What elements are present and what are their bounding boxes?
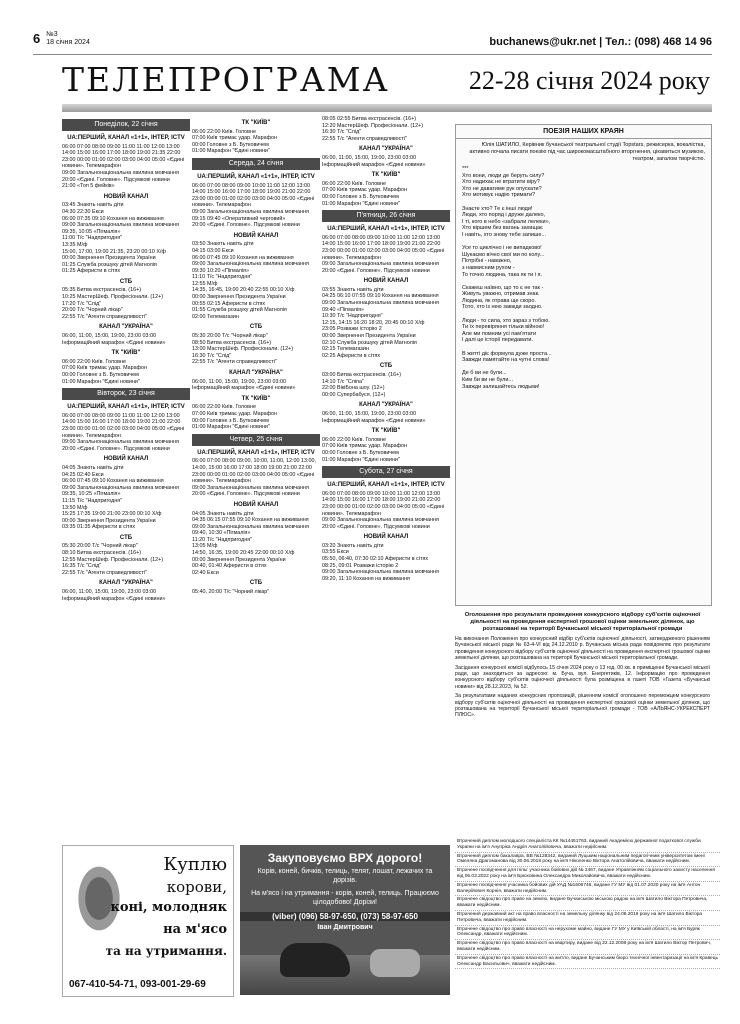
program-line: 00:00 Головне з Б. Бутковичем (322, 449, 399, 456)
channel-name: UA:ПЕРШИЙ, КАНАЛ «1+1», ІНТЕР, ICTV (197, 173, 315, 180)
date-range: 22-28 січня 2024 року (468, 66, 710, 95)
tv-program (62, 116, 450, 836)
program-line: 12:55 М/ф (192, 280, 218, 287)
poetry-header: ПОЕЗІЯ НАШИХ КРАЯН (456, 125, 711, 139)
program-line: 12:20 МастерШеф. Професіонали. (12+) (322, 122, 424, 129)
ad2-line: Корів, коней, бичків, телиць, телят, лошат, лежачих та дорізів. (257, 868, 433, 884)
lost-document-notice: Втрачений диплом бакалавра, ВВ №128342, виданий Луцьким національним педагогічним університетом імені Омеляна Драгоманова від 30.06.2018 року на ім'я Ніколенко Віктора Анатолійовича, вважати недійсним. (455, 853, 720, 868)
ad1-line: та на утримання. (105, 944, 227, 958)
day-header: Субота, 27 січня (322, 466, 450, 478)
channel-name: UA:ПЕРШИЙ, КАНАЛ «1+1», ІНТЕР, ICTV (327, 482, 445, 489)
poem-line (456, 344, 711, 351)
program-line: 07:00 Київ тримає удар. Марафон (62, 365, 148, 372)
program-column-3 (322, 116, 450, 836)
program-line: 14:10 Т/с "Сліпа" (322, 378, 364, 385)
poem-line: Шукаємо вічно свої ми по колу... (462, 251, 545, 258)
poem-line: І навіть, хто знову тебе запише... (462, 231, 546, 238)
program-line: 06:00 07:00 08:00 09:00 10:00 11:00 12:00 13:00 14:00 15:00 16:00 17:00 18:00 19:00 21:00 22:00 23:00 00:00 01:00 02:00 03:00 04:00 05:00 «Єдині новини». Телемарафон (322, 234, 445, 261)
livestock-ad-2 (240, 845, 450, 995)
poem-line: Хто надихає не втратити віру? (462, 179, 540, 186)
program-line: 00:55 02:15 Аферисти в сітях (192, 300, 266, 307)
program-line: 20:00 «Єдині. Головне». Підсумкові новини (62, 176, 170, 183)
program-line: 06:00 07:35 09:10 Кохання на виживання (62, 215, 164, 222)
lost-documents-list (455, 838, 720, 998)
day-header: Понеділок, 22 січня (62, 119, 190, 131)
program-line: 21:00 «Топ 5 фейків» (62, 183, 115, 190)
program-line: 04:05 Знають навіть діти (62, 464, 124, 471)
contacts: buchanews@ukr.net | Тел.: (098) 468 14 96 (489, 36, 712, 48)
program-line: 12:55 МастерШеф. Професіонали. (12+) (62, 556, 164, 563)
lost-document-notice: Втрачене посвідчення учасника бойових дій УАД №1606746, видане ГУ МУ від 01.07.2020 року на ім'я Антон Валерійович Корнія, вважати недійсним. (455, 882, 720, 897)
program-line: 22:55 Т/с "Агенти справедливості" (322, 135, 407, 142)
program-line: 09:00 Загальнонаціональна хвилина мовчання (62, 222, 179, 229)
program-line: 06:00 22:00 Київ. Головне (192, 404, 256, 411)
channel-name: КАНАЛ "УКРАЇНА" (359, 146, 413, 153)
poem-line (456, 199, 711, 206)
lost-document-notice: Втрачене свідоцтво про право на землю, видане Бучанською міською радою на ім'я Шатило Віктора Петровича, вважати недійсним. (455, 896, 720, 911)
program-line: 20:00 «Єдині. Головне». Підсумкові новини (322, 267, 430, 274)
program-line: 20:00 «Єдині. Головне». Підсумкові новини (62, 445, 170, 452)
program-line: 15:00, 17:00, 19:00 21:35, 23:20 00:10 Х/ф (62, 248, 166, 255)
program-line: 00:00 Головне з Б. Бутковичем (62, 372, 139, 378)
program-line: 03:20 Знають навіть діти (322, 542, 384, 549)
program-line: 04:05 Знають навіть діти (192, 510, 254, 517)
day-header: П'ятниця, 26 січня (322, 210, 450, 222)
program-line: 09:35, 10:05 «Пігмалія» (62, 228, 121, 235)
program-line: 08:05 02:55 Битва екстрасенсів. (16+) (322, 116, 417, 122)
program-line: 12:15, 14:15 16:20 18:20, 20:45 00:10 Х/ф (322, 319, 425, 326)
channel-name: СТБ (379, 363, 393, 370)
program-line: 09:00 Загальнонаціональна хвилина мовчання (62, 439, 179, 446)
ad1-line: Куплю (163, 854, 227, 875)
program-line: 07:00 Київ тримає удар. Марафон (192, 410, 278, 417)
program-line: 03:45 Знають навіть діти (62, 202, 124, 209)
ad1-line: корови, (166, 878, 227, 896)
program-line: 01:00 Марафон "Єдині новини" (62, 378, 140, 385)
program-line: 06:00, 11:00, 15:00, 19:00, 23:00 03:00 Інформаційний марафон «Єдині новини» (322, 410, 426, 424)
channel-name: НОВИЙ КАНАЛ (103, 456, 149, 463)
program-line: 09:00 Загальнонаціональна хвилина мовчання (192, 484, 309, 491)
program-line: 09:00 Загальнонаціональна хвилина мовчання (192, 261, 309, 268)
program-line: 06:00 07:00 08:00 09:00 11:00 11:00 12:00 13:00 14:00 15:00 16:00 17:00 18:00 19:00 21:00 22:00 23:00 00:00 01:00 02:00 03:00 04:00 05:00 «Єдині новини». Телемарафон (62, 412, 185, 439)
program-line: 09:30 10:20 «Пігмалія» (192, 267, 249, 274)
program-line: 09:00 Загальнонаціональна хвилина мовчання (322, 569, 439, 576)
program-line: 01:25 Аферисти в сітях (62, 268, 121, 275)
program-line: 22:55 Т/с "Агенти справедливості" (62, 569, 147, 576)
program-line: 06:00, 11:00, 15:00, 19:00, 23:00 03:00 Інформаційний марафон «Єдині новини» (62, 333, 166, 346)
channel-name: СТБ (119, 278, 133, 285)
poem-line: Хто вони, люди де беруть силу? (462, 172, 545, 179)
poem-line: Людина, як отрава ще скоро. (462, 297, 536, 304)
program-line: 14:35, 16:45, 19:00 20:40 22:55 00:10 Х/ф (192, 287, 295, 294)
lost-document-notice: Втрачене свідоцтво про право власності на житло, видане Бучанським бюро технічної інвентаризації на ім'я Кравець Олександр Васильович, вважати недійсним. (455, 955, 720, 970)
program-line: 22:55 Т/с "Агенти справедливості" (62, 313, 147, 320)
program-line: 04:35 06:15 07:55 09:10 Кохання на виживання (192, 517, 309, 524)
poem-line: Хто віршем без вагань захищає (462, 225, 543, 232)
program-line: 00:00 Звернення Президента України (192, 556, 286, 563)
program-line: 11:20 Т/с "Надпригодня" (192, 536, 253, 543)
program-line: 01:25 Служба розшуку дітей Магнолія (62, 261, 157, 268)
program-line: 06:00 22:00 Київ. Головне (322, 180, 386, 187)
poem-line: Завжди памятайте на чутні слова! (462, 357, 550, 364)
program-line: 00:00 Звернення Президента України (192, 294, 286, 301)
program-line: 11:00 Т/с "Надпригодня" (62, 235, 123, 242)
program-column-2 (192, 116, 320, 836)
program-line: 09:40, 10:30 «Пігмалія» (192, 530, 251, 537)
program-line: 03:50 Знають навіть діти (192, 241, 254, 248)
notice-paragraph: Засідання конкурсної комісії відбулось 15 січня 2024 року о 13 год. 00 хв. в приміщенні Бучанської міської ради, що знаходиться за адресою: м. Буча, вул. Енергетиків, 12. Інформацію про проведення конкурсного відбору суб'єктів оціночної діяльності була розміщена в газеті ТОВ «Газета «Бучанські новини» від 28.12.2023, № 52. (455, 664, 710, 690)
program-line: 09:15 09:40 «Оперативний черговий» (192, 215, 286, 222)
program-line: 04:30 22:30 Екси (62, 208, 104, 215)
channel-name: КАНАЛ "УКРАЇНА" (99, 324, 153, 331)
program-line: 01:00 Марафон "Єдині новини" (322, 456, 400, 463)
program-line: 10:30 Т/с "Надпригодня" (322, 313, 383, 320)
program-line: 15:25 17:35 19:00 21:00 23:00 00:10 Х/ф (62, 511, 162, 518)
poem-line (456, 364, 711, 371)
program-line: 16:30 Т/с "Слід" (192, 352, 232, 359)
program-line: 13:05 М/ф (192, 543, 218, 550)
channel-name: СТБ (249, 580, 263, 587)
lost-document-notice: Втрачений диплом молодшого спеціаліста КК №14451763, виданий Академією державної податкової служби України на ім'я Анупріка Андрія Анатолійовича, вважати недійсним. (455, 838, 720, 853)
program-line: 16:35 Т/с "Слід" (62, 563, 102, 570)
channel-name: КАНАЛ "УКРАЇНА" (99, 580, 153, 587)
program-line: 09:40 «Пігмалія» (322, 306, 364, 313)
program-line: 00:00 Звернення Президента України (62, 255, 156, 262)
program-line: 09:00 Загальнонаціональна хвилина мовчання (192, 208, 309, 215)
livestock-ad-1 (62, 845, 234, 997)
program-line: 09:35, 10:25 «Пігмалія» (62, 491, 121, 498)
poem-line: То точно людина, така як ти і я. (462, 271, 542, 278)
poem-line: Потрібні - наважно, (462, 258, 512, 265)
poem-line (456, 278, 711, 285)
channel-name: КАНАЛ "УКРАЇНА" (359, 402, 413, 409)
cow-image (370, 949, 420, 977)
ad1-line: на м'ясо (163, 922, 227, 937)
program-line: 06:00 22:00 Київ. Головне (62, 358, 126, 365)
program-line: 06:00 07:45 09:10 Кохання на виживання (192, 254, 294, 261)
program-line: 06:00 07:45 09:10 Кохання на виживання (62, 478, 164, 485)
program-line: 01:00 Марафон "Єдині новини" (192, 148, 270, 155)
program-line: 01:55 Служба розшуку дітей Магнолія (192, 307, 287, 314)
program-line: 06:00 07:00 08:00 09:00 10:00 11:00 12:00 13:00 14:00 15:00 16:00 17:00 18:00 19:00 21:00 22:00 23:00 00:00 01:00 02:00 03:00 04:00 05:00 «Єдині новини». Телемарафон (192, 182, 315, 209)
program-line: 09:20, 11:10 Кохання на виживання (322, 575, 410, 582)
poem-line: Люди - то сила, хто зараз з тобою. (462, 317, 550, 324)
program-line: 00:00 Головне з Б. Бутковичем (192, 417, 269, 424)
page-title: ТЕЛЕПРОГРАМА (62, 60, 390, 99)
issue-date: 18 січня 2024 (46, 39, 90, 46)
program-line: 09:00 Загальнонаціональна хвилина мовчання (322, 300, 439, 307)
program-line: 05:50, 06:40, 07:30 02:10 Аферисти в сітях (322, 556, 429, 563)
program-line: 00:00 Головне з Б. Бутковичем (192, 141, 269, 148)
program-line: 20:00 «Єдині. Головне». Підсумкові новини (192, 222, 300, 229)
channel-name: НОВИЙ КАНАЛ (233, 232, 279, 239)
program-line: 01:00 Марафон "Єдині новини" (322, 200, 400, 207)
channel-name: UA:ПЕРШИЙ, КАНАЛ «1+1», ІНТЕР, ICTV (327, 226, 445, 233)
ad1-phones: 067-410-54-71, 093-001-29-69 (69, 979, 206, 990)
ad1-line: коні, молодняк (110, 900, 227, 915)
ad2-phones: (viber) (096) 58-97-650, (073) 58-97-650 (240, 912, 450, 921)
poem-line: І ті, кого в небо «забрали лелеки», (462, 218, 551, 225)
program-line: 13:00 МастерШеф. Професіонали. (12+) (192, 346, 294, 353)
poem-line: Але ми помним усі пам'ятати (462, 330, 537, 337)
program-line: 13:50 М/ф (62, 504, 88, 511)
channel-name: НОВИЙ КАНАЛ (103, 193, 149, 200)
program-line: 09:00 Загальнонаціональна хвилина мовчання (192, 523, 309, 530)
lost-document-notice: Втрачене посвідчення для пільг учасника бойових дій № 2467, видане Управлінням соціального захисту населення від 06.03.2022 року на ім'я Брюховина Олександра Миколайовича, вважати недійсним. (455, 867, 720, 882)
lost-document-notice: Втрачене свідоцтво про право власності на нерухоме майно, видане ГУ МУ у Київській області, на ім'я Буряк Олександр, вважати недійсним. (455, 926, 720, 941)
channel-name: UA:ПЕРШИЙ, КАНАЛ «1+1», ІНТЕР, ICTV (67, 135, 185, 141)
poem-line: Хто мотивує надію тримати? (462, 192, 536, 199)
program-line: 06:00, 11:00, 15:00, 19:00, 23:00 03:00 Інформаційний марафон «Єдині новини» (192, 378, 296, 392)
program-line: 04:15 03:00 Екси (192, 247, 234, 254)
channel-name: UA:ПЕРШИЙ, КАНАЛ «1+1», ІНТЕР, ICTV (67, 404, 185, 411)
program-line: 07:00 Київ тримає удар. Марафон (322, 187, 408, 194)
program-line: 22:00 ВікіБона шоу. (12+) (322, 385, 385, 392)
program-line: 00:40, 01:40 Аферисти в сітях (192, 563, 267, 570)
poem-line: Знаєте хто? Те є інші люди! (462, 205, 533, 212)
notice-paragraph: За результатами наданих конкурсних пропозицій, рішенням комісії оголошено переможцем конкурсного відбору суб'єктів оціночної діяльності на проведення експертної грошової оцінки земельної ділянки, що розташована на території Бучанської міської територіальної громади - ТОВ «АЛЬЯНС-УКРЕКСПЕРТ ПЛЮС». (455, 693, 710, 719)
program-line: 03:55 Екси (322, 549, 349, 556)
channel-name: ТК "КИЇВ" (371, 172, 401, 179)
poem-line: Люди, хто поряд і друже далеко, (462, 212, 546, 219)
program-line: 07:00 Київ тримає удар. Марафон (192, 135, 278, 142)
program-line: 22:55 Т/с "Агенти справедливості" (192, 359, 277, 366)
program-line: 06:00 22:00 Київ. Головне (322, 436, 386, 443)
ad2-title: Закуповуємо ВРХ дорого! (267, 851, 423, 865)
channel-name: СТБ (119, 534, 133, 541)
notice-title: Оголошення про результати проведення конкурсного відбору суб'єктів оціночної діяльності на проведення експертної грошової оцінки земельних ділянок, що розташовані на території Бучанської міської територіальної громади (464, 612, 701, 632)
program-line: 03:55 Знають навіть діти (322, 286, 384, 293)
program-line: 09:00 Загальнонаціональна хвилина мовчання (322, 261, 439, 268)
page-number-block (33, 31, 90, 47)
page-number: 6 (33, 31, 41, 46)
channel-name: НОВИЙ КАНАЛ (363, 534, 409, 541)
program-line: 00:00 Головне з Б. Бутковичем (322, 193, 399, 200)
program-line: 13:35 М/ф (62, 241, 88, 248)
channel-name: КАНАЛ "УКРАЇНА" (229, 370, 283, 376)
program-line: 20:00 «Єдині. Головне». Підсумкові новини (192, 491, 300, 498)
program-line: 09:00 Загальнонаціональна хвилина мовчання (62, 169, 179, 176)
program-line: 11:10 Т/с "Надпригодня" (192, 274, 253, 281)
program-line: 05:30 20:00 Т/с "Чорний лікар" (62, 543, 138, 550)
program-line: 00:00 Звернення Президента України (62, 517, 156, 524)
channel-name: ТК "КИЇВ" (111, 350, 141, 357)
program-line: 14:50, 16:35, 19:00 20:45 22:00 00:10 Х/ф (192, 550, 295, 557)
poem-line: Скажеш наївно, що то є не так - (462, 284, 544, 291)
lost-document-notice: Втрачене свідоцтво про право власності на квартиру, видане від 22.12.2008 року на ім'я Шатило Віктор Петрович, вважати недійсним. (455, 940, 720, 955)
poem-line (456, 239, 711, 246)
program-line: 17:20 Т/с "Слід" (62, 300, 102, 307)
program-line: 06:00 07:00 08:00 09:00, 10:00, 11:00, 12:00 13:00, 14:00, 15:00 16:00 17:00 18:00 19:00 21:00 22:00 23:00 00:00 01:00 02:00 03:00 04:00 05:00 «Єдині новини». Телемарафон (192, 458, 316, 485)
program-line: 10:25 МастерШеф. Професіонали. (12+) (62, 294, 164, 301)
program-line: 16:30 Т/с "Слід" (322, 129, 362, 136)
program-line: 08:50 Битва екстрасенсів. (16+) (192, 339, 272, 346)
poem-line: Усе то циклічно і не випадково! (462, 245, 542, 252)
issue-number: №3 (46, 31, 58, 38)
poetry-block (455, 124, 712, 606)
program-line: 00:00 Супербабуся. (12+) (322, 391, 386, 398)
program-line: 01:00 Марафон "Єдині новини" (192, 424, 270, 431)
poem-line: Завжди залишайтесь людьми! (462, 383, 540, 390)
issue-info (46, 31, 90, 47)
program-line: 02:25 Аферисти в сітях (322, 352, 381, 359)
program-line: 23:05 Розважи історію 2 (322, 326, 382, 333)
program-line: 09:00 Загальнонаціональна хвилина мовчання (322, 517, 439, 524)
poem-line (456, 311, 711, 318)
poem-line: Де б ви не були... (462, 370, 507, 377)
title-underline (62, 104, 712, 112)
channel-name: СТБ (249, 324, 263, 331)
program-line: 20:00 «Єдині. Головне». Підсумкові новини (322, 523, 430, 530)
program-line: 09:00 Загальнонаціональна хвилина мовчання (62, 484, 179, 491)
poem-line: Ким би ви не були... (462, 377, 514, 383)
ad2-contact-name: Іван Дмитрович (317, 924, 373, 931)
program-line: 02:00 Телемагазин (192, 313, 239, 320)
channel-name: ТК "КИЇВ" (241, 120, 271, 126)
program-line: 05:30 20:00 Т/с "Чорний лікар" (192, 333, 268, 340)
program-line: 02:15 Телемагазин (322, 346, 369, 353)
poem-line: Живуть уважно, отримав знак. (462, 291, 540, 298)
program-line: 07:00 Київ тримає удар. Марафон (322, 443, 408, 450)
horse-image (280, 943, 350, 977)
channel-name: НОВИЙ КАНАЛ (363, 278, 409, 285)
header-divider (33, 54, 712, 55)
notice-paragraph: На виконання Положення про конкурсний відбір суб'єктів оціночної діяльності, затвердженого рішенням Бучанської міської ради № 63-4-VІ від 24.12.2010 р. Бучанська міська рада повідомляє про результати проведення конкурсного відбору суб'єктів оціночної діяльності на проведення експертної грошової оцінки земельної ділянки, що розташована на території Бучанської міської територіальної громади. (455, 636, 710, 662)
poem-line: *** (462, 166, 469, 172)
day-header: Четвер, 25 січня (192, 434, 320, 446)
program-line: 06:00, 11:00, 15:00, 19:00, 23:00 03:00 Інформаційний марафон «Єдині новини» (62, 589, 166, 602)
poem-line: Ти їх перевіряння тільки війною! (462, 324, 545, 331)
lost-document-notice: Втрачений державний акт на право власності на земельну ділянку від 24.08.2016 року на ім'я Шатило Віктора Петровича, вважати недійсним. (455, 911, 720, 926)
program-line: 06:00, 11:00, 15:00, 19:00, 23:00 03:00 Інформаційний марафон «Єдині новини» (322, 154, 426, 168)
program-line: 05:35 Битва екстрасенсів. (16+) (62, 287, 142, 294)
program-line: 11:15 Т/с "Надпригодня" (62, 497, 123, 504)
program-line: 08:25, 09:01 Розважи історію 2 (322, 562, 399, 569)
program-line: 06:00 22:00 Київ. Головне (192, 128, 256, 135)
program-line: 03:35 01:35 Аферисти в сітях (62, 524, 136, 531)
poem-line: Хто не даватиме рук опускати? (462, 185, 542, 192)
ad2-line: На м'ясо і на утримання - корів, коней, телиць. Працюємо цілодобово! Дорізи! (251, 890, 439, 906)
program-line: 20:00 Т/с "Чорний лікар" (62, 307, 123, 314)
program-line: 00:00 Звернення Президента України (322, 333, 416, 340)
program-column-1 (62, 116, 190, 836)
program-line: 03:00 Битва екстрасенсів. (16+) (322, 372, 402, 378)
program-line: 04:25 06:10 07:55 09:10 Кохання на виживання (322, 293, 439, 300)
channel-name: ТК "КИЇВ" (241, 395, 271, 402)
channel-name: UA:ПЕРШИЙ, КАНАЛ «1+1», ІНТЕР, ICTV (197, 449, 315, 456)
program-line: 02:10 Служба розшуку дітей Магнолія (322, 339, 417, 346)
poem-line: Тото, хто із нею завжди заодно. (462, 304, 543, 311)
day-header: Вівторок, 23 січня (62, 388, 190, 400)
program-line: 06:00 07:00 08:00 09:00 11:00 11:00 12:00 13:00 14:00 15:00 16:00 17:00 18:00 19:00 21:35 22:00 23:00 00:00 01:00 02:00 03:00 04:00 05:00 «Єдині новини». Телемарафон (62, 143, 185, 170)
official-notice (455, 612, 710, 824)
program-line: 06:00 07:00 08:00 09:00 10:00 11:00 12:00 13:00 14:00 15:00 16:00 17:00 18:00 19:00 21:00 22:00 23:00 00:00 01:00 02:00 03:00 04:00 05:00 «Єдині новини». Телемарафон (322, 490, 445, 517)
program-line: 04:25 02:40 Екси (62, 471, 104, 478)
day-header: Середа, 24 січня (192, 158, 320, 170)
poem-line: В житті діє формула дуже проста... (462, 350, 552, 357)
program-line: 02:40 Екси (192, 569, 219, 576)
program-line: 08:10 Битва екстрасенсів. (16+) (62, 550, 142, 557)
channel-name: НОВИЙ КАНАЛ (233, 501, 279, 508)
program-line: 05:40, 20:00 Т/с "Чорний лікар" (192, 589, 270, 596)
poem-author: Юлія ШАТИЛО, Керівник бучанської театральної студії Topstars, режисерка, вокалістка, активно почала писати поезію під час широкомасштабного вторгнення, цікавиться музикою, театром, загалом творчістю. (469, 142, 705, 162)
poem-text (456, 166, 711, 390)
channel-name: ТК "КИЇВ" (371, 428, 401, 435)
poem-line: І далі це історії передавати. (462, 337, 534, 344)
poem-line: з навмисним рухом - (462, 264, 515, 271)
